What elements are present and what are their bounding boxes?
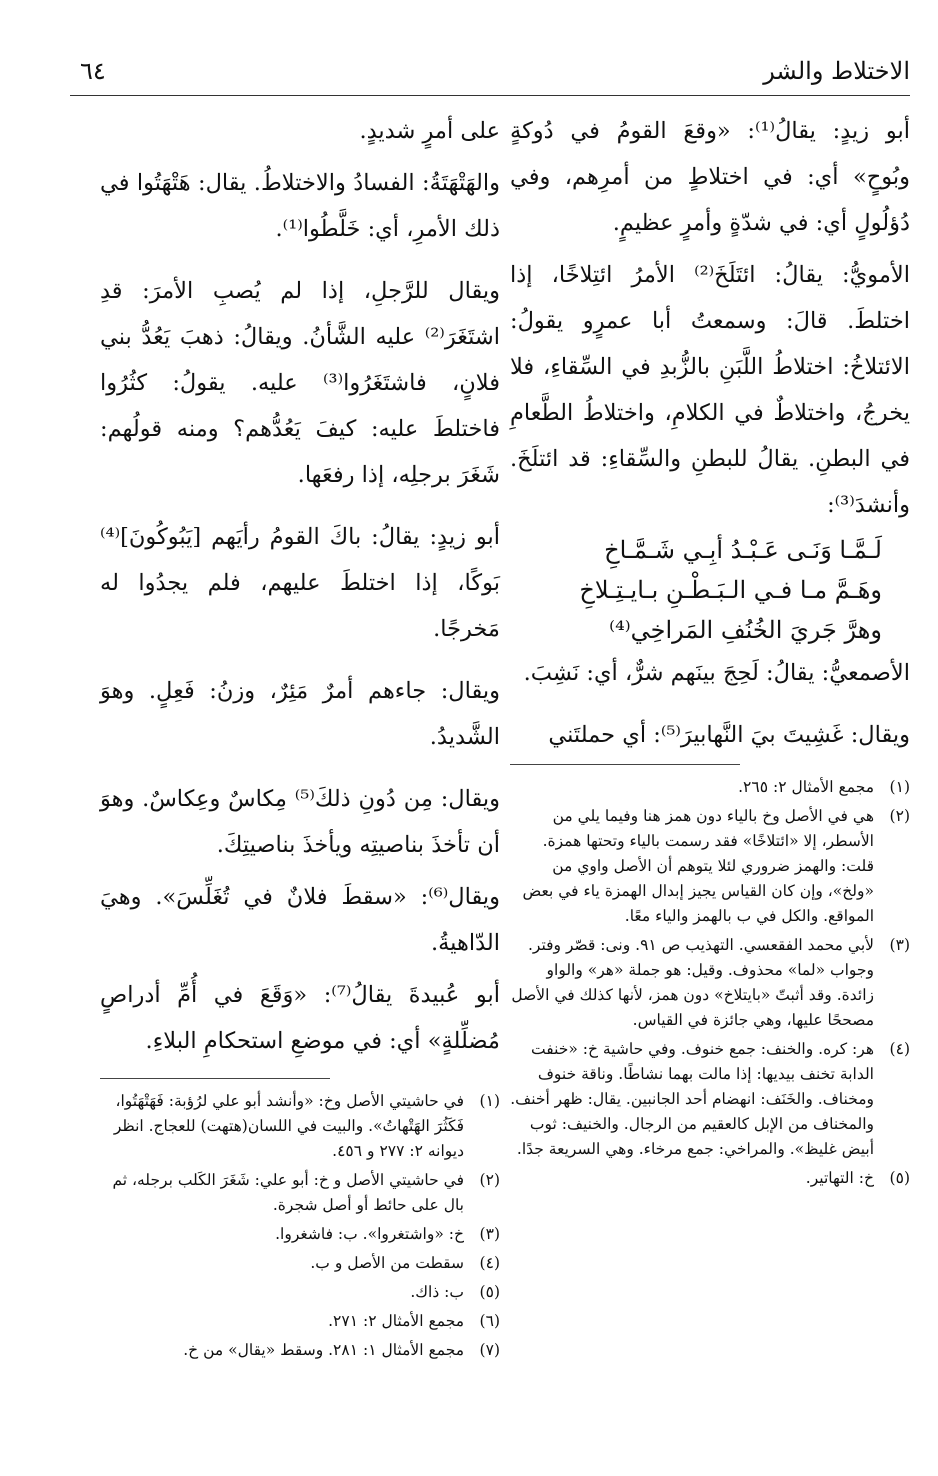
paragraph: ويقال للرَّجلِ، إذا لم يُصبِ الأمرَ: قدِ اشتَغَرَ⁽²⁾ عليه الشَّأنُ. ويقالُ: ذهبَ يَعُدُّ بني فلانٍ، فاشتَغَرُوا⁽³⁾ عليه. يقولُ: كثُرُوا فاختلطَ عليه: كيفَ يَعُدُّهم؟ ومنه قولُهم: شَغَرَ برجلِه، إذا رفعَها. [100, 278, 500, 488]
footnote: (٥) خ: التهاتير. [805, 1169, 910, 1187]
footnote: (٦) مجمع الأمثال ٢: ٢٧١. [328, 1312, 500, 1330]
footnote: (٥) ب: ذاك. [410, 1283, 500, 1301]
footnote-rule [100, 1078, 330, 1079]
paragraph: أبو عُبيدةَ يقالُ⁽⁷⁾: «وَقَعَ في أُمِّ أدراصٍ مُضلِّلةٍ» أي: في موضعِ استحكامِ البلاءِ. [100, 982, 501, 1054]
footnotes [510, 775, 910, 1191]
page-header [70, 55, 910, 96]
left-main-text [100, 108, 500, 1064]
poem-line: وهَـمَّ مـا فـي الـبَـطْـنِ بـايـتِـلاخِ [579, 576, 882, 604]
footnote: (٢) هي في الأصل وخ بالياء دون همز هنا وفيما يلي من الأسطر، إلا «ائتلاخًا» فقد رسمت بالياء وتحتها همزة. قلت: والهمز ضروري لئلا يتوهم أن الأصل واوي من «ولخ»، وإن كان القياس يجيز إبدال الهمزة ياء في بعض المواقع. والكل في ب بالهمز والياء معًا. [522, 807, 910, 925]
poem-line: لَـمَّـا وَنَـى عَـبْـدُ أبِـي شَـمَّـاخِ [604, 536, 882, 564]
paragraph: أبو زيدٍ: يقالُ⁽¹⁾: «وقعَ القومُ في دُوكةٍ وبُوحٍ» أي: في اختلاطٍ من أمرِهم، وفي دُؤلُولٍ أي: في شدّةٍ وأمرٍ عظيمٍ. [510, 118, 910, 236]
paragraph: ويقال: غَشِيتَ بيَ النَّهابيرَ⁽⁵⁾: أي حملتَني [548, 722, 910, 748]
poem [510, 530, 910, 650]
footnote: (١) في حاشيتي الأصل وخ: «وأنشد أبو علي لرُؤبة: فَهَتْهَتُوا، فَكَثُرَ الهَتْهاتُ». والبيت في اللسان(هتهت) للعجاج. انظر ديوانه ٢: ٢٧٧ و ٤٥٦. [113, 1092, 500, 1160]
running-title: الاختلاط والشر [763, 57, 910, 85]
right-main-text [510, 108, 910, 758]
paragraph: والهَتْهَتَةُ: الفسادُ والاختلاطُ. يقال: هَتْهَتُوا في ذلك الأمرِ، أي: خَلَّطُوا⁽¹⁾. [100, 170, 500, 242]
page-number: ٦٤ [80, 57, 106, 85]
footnote: (٤) سقطت من الأصل و ب. [310, 1254, 500, 1272]
left-column [100, 108, 500, 1367]
paragraph: الأمويُّ: يقالُ: ائتَلَخَ⁽²⁾ الأمرُ ائتِلاخًا، إذا اختلطَ. قالَ: وسمعتُ أبا عمرٍو يقولُ: الائتلاخُ: اختلاطُ اللَّبَنِ بالزُّبدِ في السِّقاءِ، فلا يخرجُ، واختلاطٌ في الكلامِ، واختلاطُ الطَّعامِ في البطنِ. يقالُ للبطنِ والسِّقاءِ: قد ائتلَخَ. وأنشدَ⁽³⁾: [510, 262, 911, 518]
footnotes [100, 1089, 500, 1363]
footnote: (١) مجمع الأمثال ٢: ٢٦٥. [738, 778, 910, 796]
right-column [510, 108, 910, 1195]
footnote-rule [510, 764, 740, 765]
paragraph: الأصمعيُّ: يقالُ: لَحِجَ بينَهم شرٌّ، أي: نَشِبَ. [523, 660, 910, 686]
paragraph: أبو زيدٍ: يقالُ: باكَ القومُ رأيَهم [يَبُوكُونَ]⁽⁴⁾ بَوكًا، إذا اختلطَ عليهم، فلم يجدُوا له مَخرجًا. [100, 524, 500, 642]
poem-line: وهرَّ جَريَ الخُنُفِ المَراخِي⁽⁴⁾ [609, 616, 882, 644]
paragraph: ويقال⁽⁶⁾: «سقطَ فلانٌ في تُغَلِّسَ». وهيَ الدّاهيةُ. [100, 884, 500, 956]
footnote: (٢) في حاشيتي الأصل و خ: أبو علي: شَغَرَ الكَلب برجله، ثم بال على حائط أو أصل شجرة. [112, 1171, 500, 1214]
footnote: (٣) لأبي محمد الفقعسي. التهذيب ص ٩١. ونى: قصّر وفتر. وجواب «لما» محذوف. وقيل: هو جملة «هر» والواو زائدة. وقد أثبتّ «بايتلاخ» دون همز، لأنها كذلك في الأصل مصححًا عليها، وهي جائزة في القياس. [511, 936, 910, 1029]
paragraph: ويقال: جاءهم أمرٌ مَئِرٌ، وزنُ: فَعِلٍ. وهوَ الشَّديدُ. [100, 678, 500, 750]
paragraph: ويقال: مِن دُونِ ذلكَ⁽⁵⁾ مِكاسٌ وعِكاسٌ. وهوَ أن تأخذَ بناصيتِه ويأخذَ بناصيتِكَ. [100, 786, 500, 858]
paragraph: على أمرٍ شديدٍ. [359, 118, 500, 144]
footnote: (٣) خ: «واشتغروا». ب: فاشغروا. [275, 1225, 500, 1243]
footnote: (٧) مجمع الأمثال ١: ٢٨١. وسقط «يقال» من خ. [183, 1341, 500, 1359]
footnote: (٤) هر: كره. والخنف: جمع خنوف. وفي حاشية خ: «خنفت الدابة تخنف بيديها: إذا مالت بهما نشاطًا. وناقة خنوف ومخناف. والخَنَف: انهضام أحد الجانبين. يقال: ظهر أخنف. والمخناف من الإبل كالعقيم من الرجال. والخنيف: ثوب أبيض غليظ». والمراخي: جمع مرخاء. وهي السريعة جدًا. [510, 1040, 910, 1158]
